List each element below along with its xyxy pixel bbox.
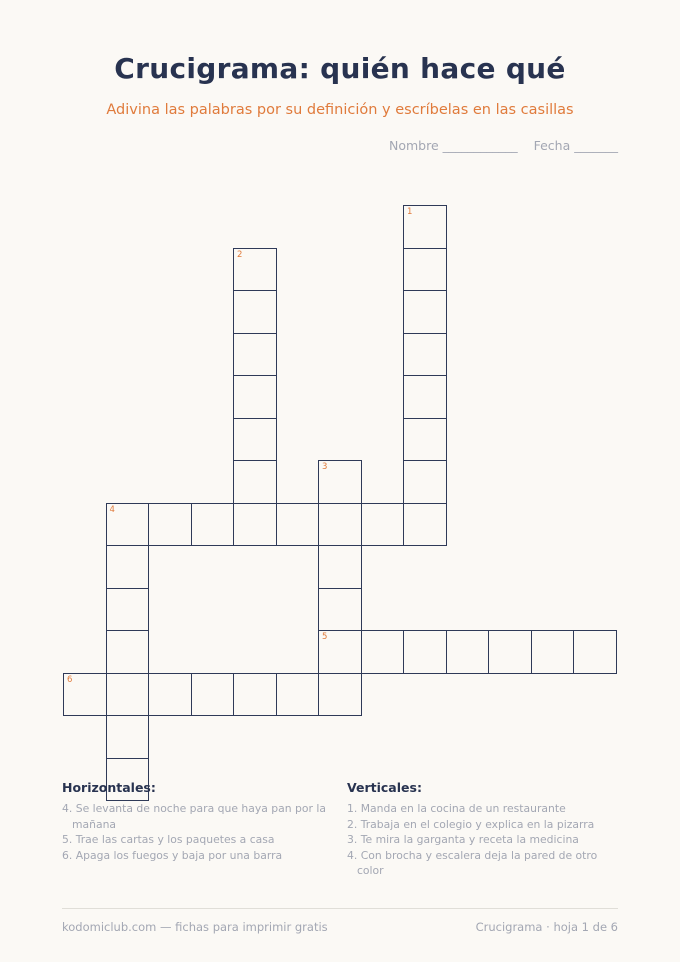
crossword-cell[interactable] <box>233 503 277 547</box>
crossword-cell[interactable] <box>276 673 320 717</box>
crossword-cell[interactable] <box>403 460 447 504</box>
crossword-cell[interactable] <box>233 290 277 334</box>
date-field[interactable]: _______ <box>574 138 618 153</box>
crossword-cell[interactable] <box>403 375 447 419</box>
clue-number: 5 <box>322 632 328 642</box>
crossword-cell[interactable] <box>318 630 362 674</box>
clue-number: 1 <box>407 207 413 217</box>
crossword-cell[interactable] <box>318 545 362 589</box>
clue-number: 4 <box>109 504 115 515</box>
crossword-cell[interactable] <box>403 503 447 547</box>
crossword-cell[interactable] <box>233 248 277 292</box>
clue-item: 4. Con brocha y escalera deja la pared de otro color <box>347 848 598 877</box>
crossword-cell[interactable] <box>106 588 150 632</box>
crossword-cell[interactable] <box>403 418 447 462</box>
vertical-clues-title: Verticales: <box>347 780 422 795</box>
crossword-cell[interactable] <box>63 673 107 717</box>
footer-divider <box>62 908 618 909</box>
crossword-cell[interactable] <box>233 375 277 419</box>
crossword-cell[interactable] <box>148 673 192 717</box>
page-subtitle: Adivina las palabras por su definición y escríbelas en las casillas <box>106 102 574 118</box>
clue-number: 3 <box>322 462 328 472</box>
clue-item: 6. Apaga los fuegos y baja por una barra <box>62 848 283 862</box>
crossword-cell[interactable] <box>403 333 447 377</box>
crossword-cell[interactable] <box>106 715 150 759</box>
crossword-cell[interactable] <box>403 248 447 292</box>
crossword-cell[interactable] <box>191 503 235 547</box>
crossword-cell[interactable] <box>106 630 150 674</box>
crossword-cell[interactable] <box>233 673 277 717</box>
crossword-cell[interactable] <box>361 630 405 674</box>
clue-item: 3. Te mira la garganta y receta la medicina <box>347 833 579 846</box>
footer-page-indicator: Crucigrama · hoja 1 de 6 <box>475 920 618 934</box>
crossword-cell[interactable] <box>446 630 490 674</box>
footer-site: kodomiclub.com — fichas para imprimir gratis <box>62 920 328 934</box>
clue-number: 2 <box>237 249 243 260</box>
crossword-cell[interactable] <box>276 503 320 547</box>
crossword-cell[interactable] <box>361 503 405 547</box>
name-label: Nombre <box>388 138 439 153</box>
name-field[interactable]: ____________ <box>442 138 518 153</box>
page-title: Crucigrama: quién hace qué <box>114 52 566 85</box>
crossword-cell[interactable] <box>573 630 617 674</box>
crossword-cell[interactable] <box>106 673 150 717</box>
date-label: Fecha <box>533 138 571 153</box>
crossword-cell[interactable] <box>318 588 362 632</box>
crossword-cell[interactable] <box>403 290 447 334</box>
crossword-cell[interactable] <box>233 333 277 377</box>
crossword-cell[interactable] <box>148 503 192 547</box>
crossword-cell[interactable] <box>191 673 235 717</box>
vertical-clues <box>347 780 622 879</box>
horizontal-clues <box>62 780 337 863</box>
crossword-cell[interactable] <box>488 630 532 674</box>
crossword-cell[interactable] <box>233 460 277 504</box>
clue-number: 6 <box>67 674 73 685</box>
clue-item: 5. Trae las cartas y los paquetes a casa <box>62 833 275 846</box>
crossword-cell[interactable] <box>318 503 362 547</box>
crossword-cell[interactable] <box>318 673 362 717</box>
crossword-cell[interactable] <box>531 630 575 674</box>
crossword-cell[interactable] <box>106 545 150 589</box>
clue-item: 2. Trabaja en el colegio y explica en la pizarra <box>347 817 595 831</box>
crossword-cell[interactable] <box>106 503 150 547</box>
crossword-cell[interactable] <box>403 630 447 674</box>
crossword-cell[interactable] <box>318 460 362 504</box>
crossword-cell[interactable] <box>403 205 447 249</box>
clue-item: 4. Se levanta de noche para que haya pan por la mañana <box>62 802 326 831</box>
crossword-cell[interactable] <box>233 418 277 462</box>
clue-item: 1. Manda en la cocina de un restaurante <box>347 802 566 815</box>
horizontal-clues-title: Horizontales: <box>62 780 156 795</box>
